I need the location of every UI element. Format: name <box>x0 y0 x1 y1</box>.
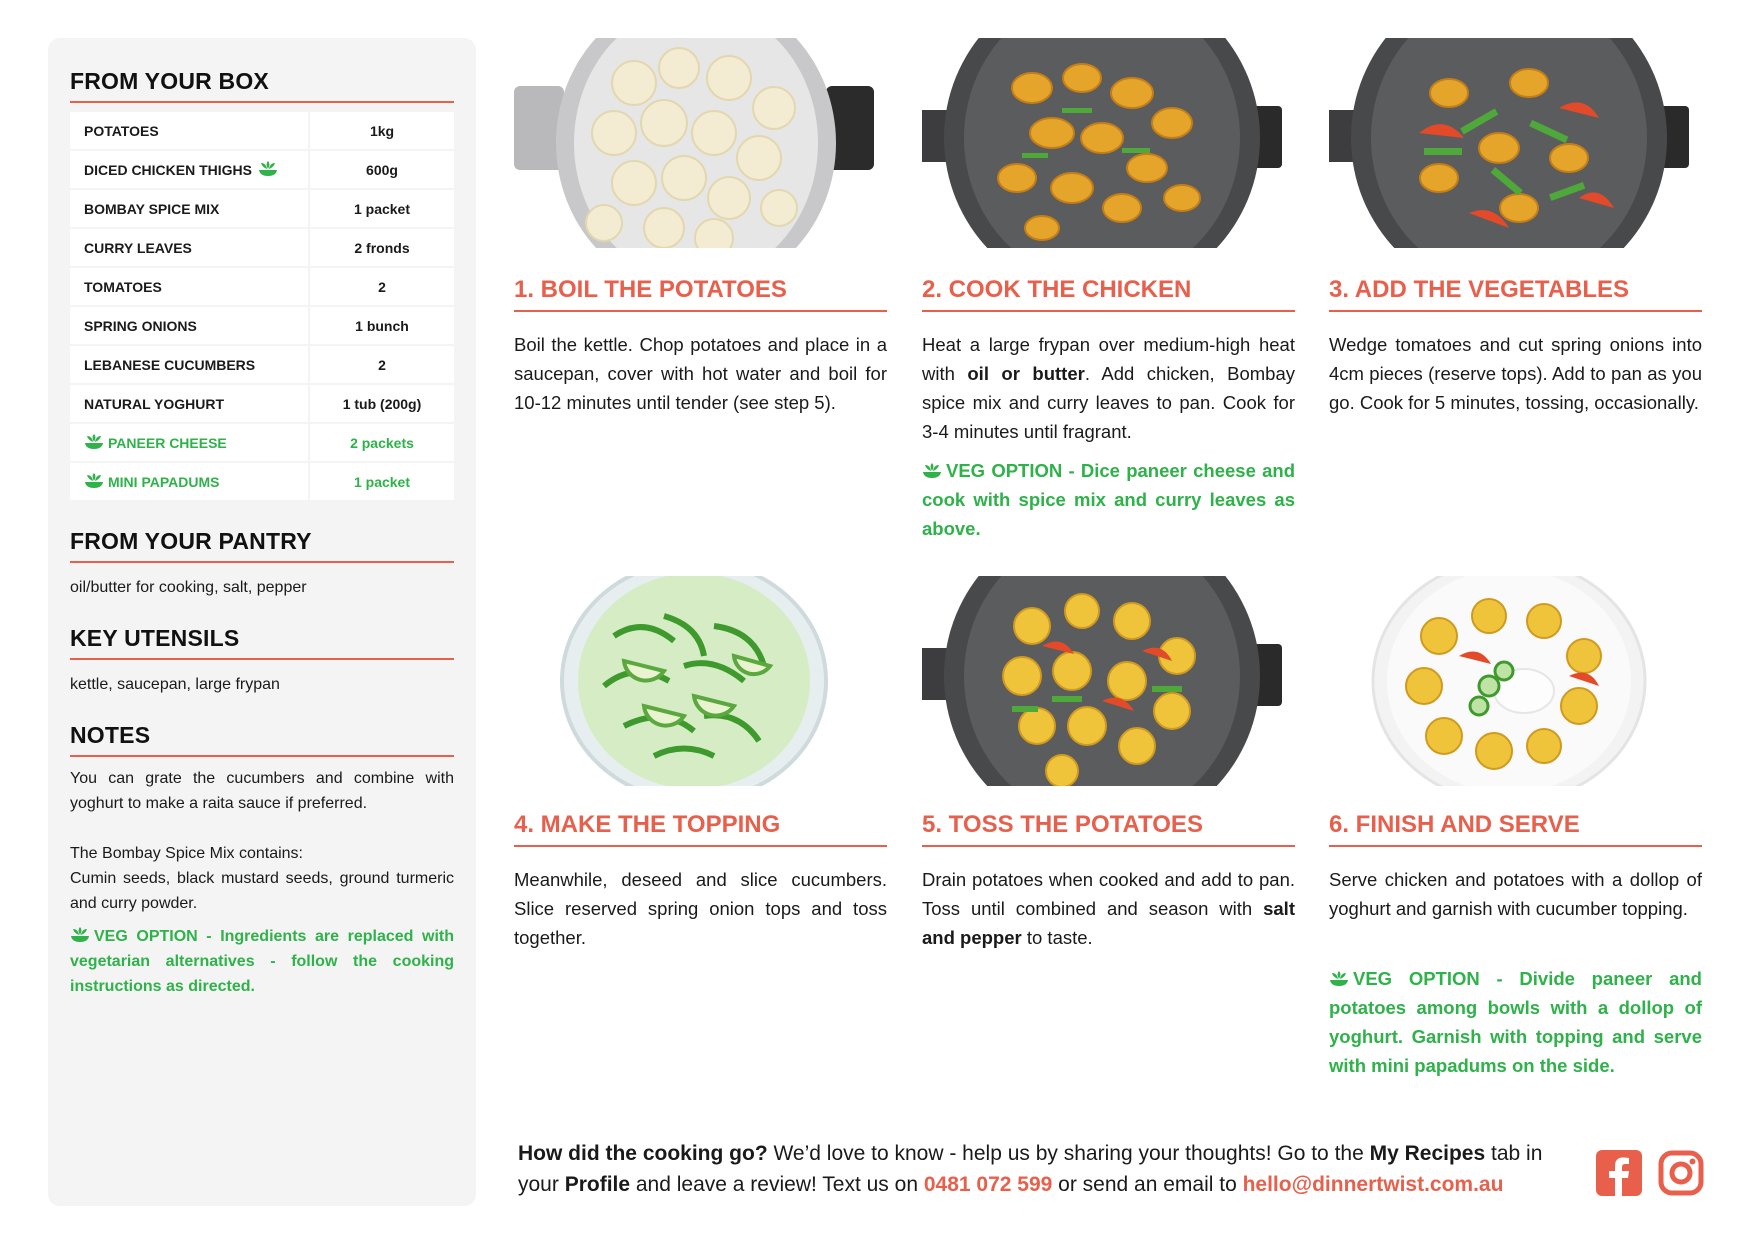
instagram-icon[interactable] <box>1658 1150 1704 1196</box>
ingredient-name-cell <box>70 423 309 462</box>
step-6-photo <box>1329 576 1689 786</box>
ingredients-table <box>70 112 454 502</box>
ingredient-name-cell <box>70 150 309 189</box>
ingredient-row <box>70 306 454 345</box>
step-2-title: 2. COOK THE CHICKEN <box>922 276 1295 312</box>
ingredient-name: MINI PAPADUMS <box>108 474 220 490</box>
step-5-text-a: Drain potatoes when cooked and add to pan. Toss until combined and season with <box>922 869 1295 919</box>
footer-question: How did the cooking go? <box>518 1142 768 1165</box>
veg-bowl-icon <box>1329 971 1349 987</box>
ingredient-name-cell <box>70 228 309 267</box>
ingredient-qty: 2 <box>309 345 454 384</box>
step-4-photo <box>514 576 874 786</box>
ingredient-row <box>70 345 454 384</box>
ingredient-qty: 1 tub (200g) <box>309 384 454 423</box>
notes-spice-contents: Cumin seeds, black mustard seeds, ground turmeric and curry powder. <box>70 870 454 912</box>
step-6-veg-text: VEG OPTION - Divide paneer and potatoes among bowls with a dollop of yoghurt. Garnish with topping and serve with mini papadums on the side. <box>1329 968 1702 1076</box>
ingredient-qty: 2 packets <box>309 423 454 462</box>
ingredient-qty: 1 bunch <box>309 306 454 345</box>
feedback-footer <box>518 1138 1558 1200</box>
ingredient-name: BOMBAY SPICE MIX <box>84 200 220 217</box>
footer-phone-link[interactable]: 0481 072 599 <box>923 1173 1053 1196</box>
step-6-text: Serve chicken and potatoes with a dollop of yoghurt and garnish with cucumber topping. <box>1329 869 1702 919</box>
footer-email-link[interactable]: hello@dinnertwist.com.au <box>1242 1173 1504 1196</box>
step-2-text-b: . Add chicken, Bombay spice mix and curry leaves to pan. Cook for 3-4 minutes until fragrant. <box>922 363 1295 442</box>
step-2-veg-text: VEG OPTION - Dice paneer cheese and cook with spice mix and curry leaves as above. <box>922 460 1295 539</box>
notes-veg-option <box>70 924 454 999</box>
ingredient-qty: 1 packet <box>309 462 454 501</box>
ingredient-name: SPRING ONIONS <box>84 317 197 334</box>
ingredient-row <box>70 462 454 501</box>
ingredient-name: DICED CHICKEN THIGHS <box>84 162 253 178</box>
step-5-text <box>922 865 1295 952</box>
ingredient-row <box>70 150 454 189</box>
ingredient-name: PANEER CHEESE <box>108 435 227 451</box>
step-1-text: Boil the kettle. Chop potatoes and place in a saucepan, cover with hot water and boil for 10-12 minutes until tender (see step 5). <box>514 334 887 413</box>
ingredient-row <box>70 267 454 306</box>
ingredient-row <box>70 384 454 423</box>
footer-text-2: tab in your <box>518 1142 1543 1196</box>
ingredient-name-cell <box>70 306 309 345</box>
key-utensils-heading: KEY UTENSILS <box>70 625 454 660</box>
footer-profile: Profile <box>564 1173 631 1196</box>
notes-spice-title: The Bombay Spice Mix contains: <box>70 845 303 862</box>
ingredient-name: CURRY LEAVES <box>84 239 192 256</box>
pantry-text: oil/butter for cooking, salt, pepper <box>70 579 307 596</box>
veg-bowl-icon <box>84 434 104 450</box>
step-6-veg-option <box>1329 964 1702 1080</box>
from-your-pantry-heading: FROM YOUR PANTRY <box>70 528 454 563</box>
ingredient-row <box>70 189 454 228</box>
facebook-icon[interactable] <box>1596 1150 1642 1196</box>
footer-text-3: and leave a review! Text us on <box>630 1173 924 1196</box>
step-2-text-a: Heat a large frypan over medium-high heat with <box>922 334 1295 384</box>
step-2-veg-option <box>922 456 1295 543</box>
step-5-title: 5. TOSS THE POTATOES <box>922 811 1295 847</box>
step-2-bold: oil or butter <box>967 363 1085 384</box>
ingredient-name-cell <box>70 345 309 384</box>
step-3-title: 3. ADD THE VEGETABLES <box>1329 276 1702 312</box>
ingredient-name-cell <box>70 462 309 501</box>
notes-raita: You can grate the cucumbers and combine with yoghurt to make a raita sauce if preferred. <box>70 770 454 812</box>
step-6-title: 6. FINISH AND SERVE <box>1329 811 1702 847</box>
step-1-title: 1. BOIL THE POTATOES <box>514 276 887 312</box>
ingredient-qty: 1kg <box>309 112 454 150</box>
step-5-text-b: to taste. <box>1021 927 1093 948</box>
from-your-box-heading: FROM YOUR BOX <box>70 68 454 103</box>
step-3-photo <box>1329 38 1689 248</box>
ingredient-row <box>70 423 454 462</box>
ingredient-name: TOMATOES <box>84 278 162 295</box>
veg-swap-icon <box>258 161 278 177</box>
ingredient-qty: 1 packet <box>309 189 454 228</box>
ingredient-name: LEBANESE CUCUMBERS <box>84 356 256 373</box>
utensils-text: kettle, saucepan, large frypan <box>70 676 280 693</box>
notes-veg-text: VEG OPTION - Ingredients are replaced with vegetarian alternatives - follow the cooking instructions as directed. <box>70 928 454 995</box>
step-3-text: Wedge tomatoes and cut spring onions into 4cm pieces (reserve tops). Add to pan as you go. Cook for 5 minutes, tossing, occasionally. <box>1329 334 1702 413</box>
step-5-photo <box>922 576 1282 786</box>
step-2-text <box>922 330 1295 446</box>
footer-text-1: We’d love to know - help us by sharing your thoughts! Go to the <box>767 1142 1370 1165</box>
veg-bowl-icon <box>70 927 90 943</box>
footer-my-recipes: My Recipes <box>1369 1142 1486 1165</box>
ingredient-row <box>70 228 454 267</box>
step-1-photo <box>514 38 874 248</box>
veg-bowl-icon <box>922 463 942 479</box>
footer-text-4: or send an email to <box>1052 1173 1243 1196</box>
ingredient-qty: 600g <box>309 150 454 189</box>
ingredient-name-cell <box>70 189 309 228</box>
notes-heading: NOTES <box>70 722 454 757</box>
ingredient-qty: 2 fronds <box>309 228 454 267</box>
ingredient-qty: 2 <box>309 267 454 306</box>
ingredient-row <box>70 112 454 150</box>
ingredient-name: NATURAL YOGHURT <box>84 395 224 412</box>
ingredients-sidebar <box>48 38 476 1206</box>
step-4-text: Meanwhile, deseed and slice cucumbers. Slice reserved spring onion tops and toss together. <box>514 869 887 948</box>
veg-bowl-icon <box>84 473 104 489</box>
ingredient-name-cell <box>70 384 309 423</box>
ingredient-name-cell <box>70 112 309 150</box>
step-4-title: 4. MAKE THE TOPPING <box>514 811 887 847</box>
step-2-photo <box>922 38 1282 248</box>
ingredient-name: POTATOES <box>84 122 159 139</box>
step-5-bold: salt and pepper <box>922 898 1295 948</box>
ingredient-name-cell <box>70 267 309 306</box>
